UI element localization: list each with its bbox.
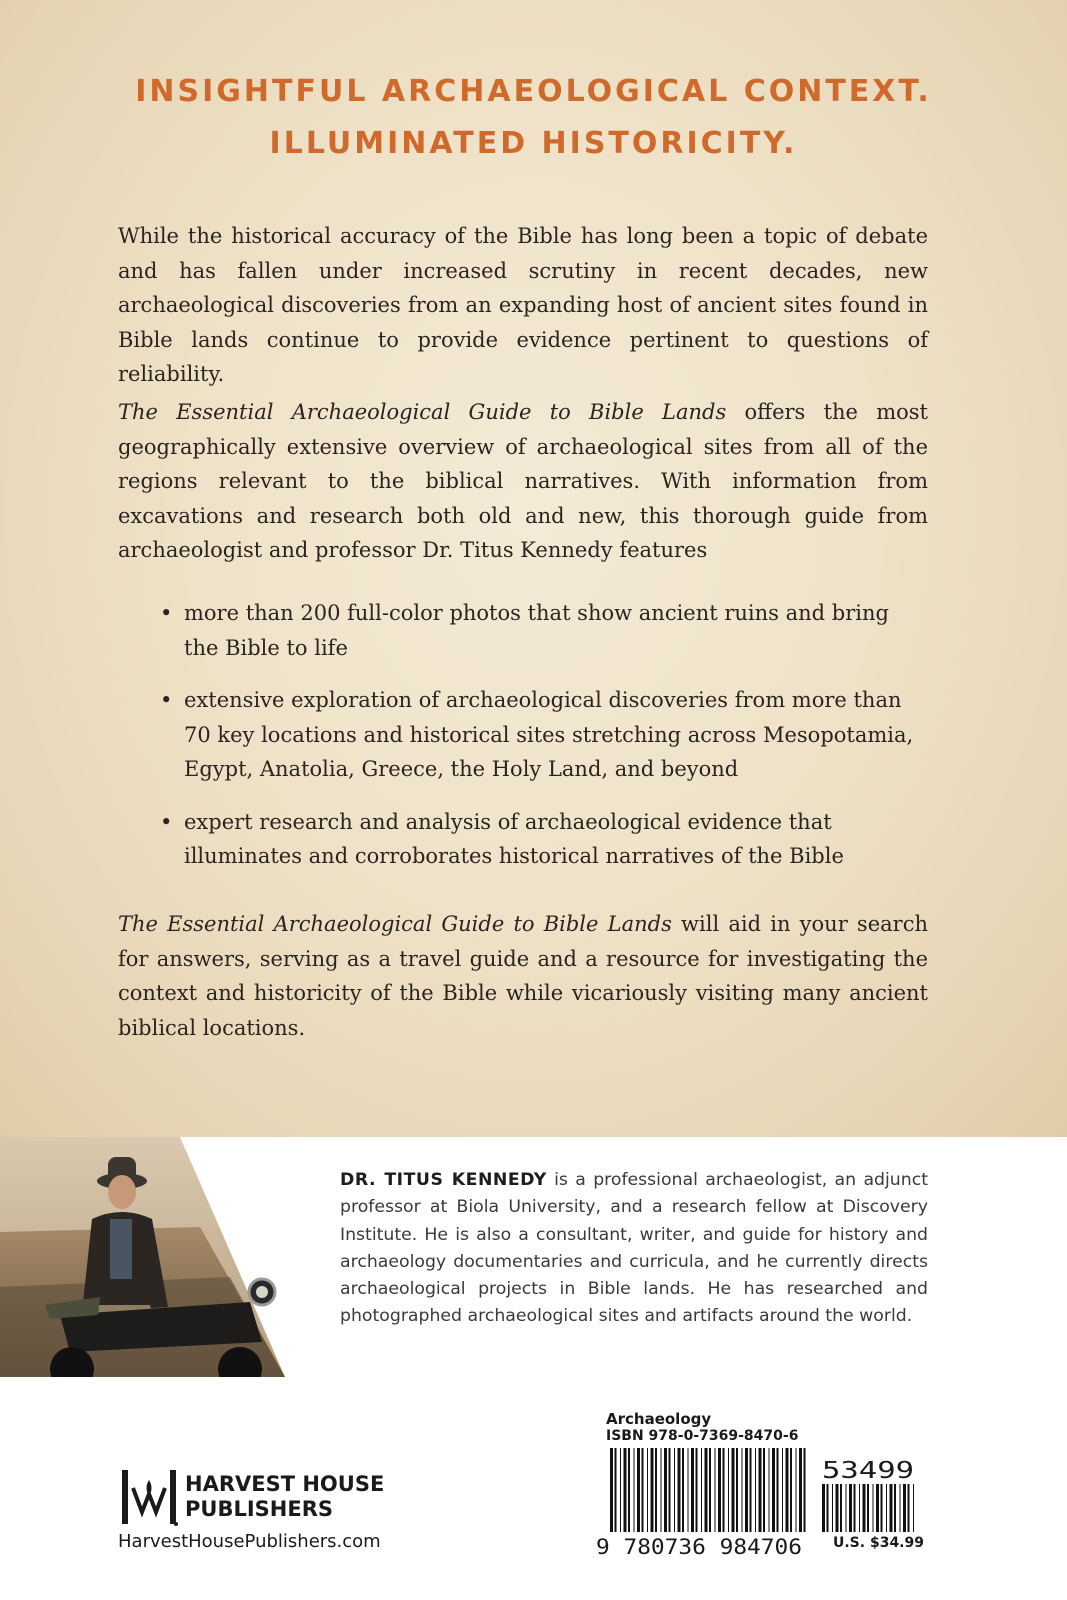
category-label: Archaeology xyxy=(606,1410,712,1428)
list-item xyxy=(160,596,930,665)
price-label: U.S. $34.99 xyxy=(833,1535,924,1551)
barcode-bar xyxy=(836,1484,839,1532)
publisher-name-line-2: PUBLISHERS xyxy=(185,1497,333,1521)
barcode-bar xyxy=(796,1448,797,1532)
publisher-name xyxy=(185,1472,384,1522)
barcode-bar xyxy=(867,1484,869,1532)
barcode-bar xyxy=(674,1448,675,1532)
author-name: DR. TITUS KENNEDY xyxy=(340,1170,547,1190)
barcode-bar xyxy=(664,1448,667,1532)
barcode-bar xyxy=(832,1484,833,1532)
barcode-bar xyxy=(610,1448,613,1532)
barcode-bar xyxy=(688,1448,689,1532)
barcode-bar xyxy=(661,1448,662,1532)
publisher-url: HarvestHousePublishers.com xyxy=(118,1531,381,1552)
list-item-text: expert research and analysis of archaeological evidence that illuminates and corroborates historical narratives of the Bible xyxy=(184,809,844,868)
barcode-bar xyxy=(827,1484,829,1532)
barcode-bar xyxy=(723,1448,725,1532)
price-barcode-bars xyxy=(822,1484,914,1532)
barcode-bar xyxy=(750,1448,752,1532)
book-title: The Essential Archaeological Guide to Bible Lands xyxy=(118,912,672,936)
main-barcode-bars xyxy=(610,1448,806,1532)
overview-paragraph xyxy=(118,395,928,568)
barcode-bar xyxy=(849,1484,852,1532)
barcode-bar xyxy=(755,1448,756,1532)
barcode-bar xyxy=(786,1448,789,1532)
list-item-text: more than 200 full-color photos that show ancient ruins and bring the Bible to life xyxy=(184,601,889,660)
intro-paragraph: While the historical accuracy of the Bible has long been a topic of debate and has fallen under increased scrutiny in recent decades, new archaeological discoveries from an expanding host of ancient sites found in Bible lands continue to provide evidence pertinent to questions of reliability. xyxy=(118,224,928,386)
publisher-name-line-1: HARVEST HOUSE xyxy=(185,1472,385,1496)
isbn-label: ISBN 978-0-7369-8470-6 xyxy=(606,1428,799,1444)
barcode-bar xyxy=(894,1484,896,1532)
barcode-digits: 9 780736 984706 xyxy=(596,1535,802,1558)
barcode-bar xyxy=(859,1484,860,1532)
barcode-bar xyxy=(620,1448,621,1532)
barcode-bar xyxy=(669,1448,671,1532)
author-bio-text: is a professional archaeologist, an adjunct professor at Biola University, and a research fellow at Discovery Institute. He is also a consultant, writer, and guide for history and archaeology documentaries and curricula, and he currently directs archaeological projects in Bible lands. He has researched and photographed archaeological sites and artifacts around the world. xyxy=(340,1170,928,1327)
barcode-bar xyxy=(624,1448,627,1532)
closing-paragraph xyxy=(118,907,928,1045)
barcode-bar xyxy=(782,1448,783,1532)
barcode-bar xyxy=(634,1448,635,1532)
barcode-bar xyxy=(728,1448,729,1532)
list-item xyxy=(160,805,930,874)
barcode-bar xyxy=(651,1448,654,1532)
barcode-bar xyxy=(863,1484,866,1532)
author-bio xyxy=(340,1167,928,1331)
barcode-bar xyxy=(696,1448,698,1532)
barcode-bar xyxy=(876,1484,879,1532)
barcode-bar xyxy=(890,1484,893,1532)
barcode-bar xyxy=(873,1484,874,1532)
book-title: The Essential Archaeological Guide to Bible Lands xyxy=(118,400,727,424)
author-photo xyxy=(0,1137,285,1377)
barcode-bar xyxy=(628,1448,630,1532)
barcode-bar xyxy=(642,1448,644,1532)
barcode-bar xyxy=(709,1448,711,1532)
barcode-bar xyxy=(718,1448,721,1532)
barcode-bar xyxy=(840,1484,842,1532)
bullet-icon: • xyxy=(160,688,173,712)
barcode-bar xyxy=(745,1448,748,1532)
barcode-bar xyxy=(678,1448,681,1532)
list-item-text: extensive exploration of archaeological discoveries from more than 70 key locations and historical sites stretching across Mesopotamia, Egypt, Anatolia, Greece, the Holy Land, and beyond xyxy=(184,688,914,781)
price-code: 53499 xyxy=(822,1458,914,1484)
barcode-bar xyxy=(854,1484,856,1532)
barcode-bar xyxy=(715,1448,716,1532)
barcode-bar xyxy=(799,1448,802,1532)
barcode-bar xyxy=(763,1448,765,1532)
barcode-bar xyxy=(822,1484,825,1532)
barcode-bar xyxy=(655,1448,657,1532)
barcode-bar xyxy=(913,1484,914,1532)
headline-line-1: INSIGHTFUL ARCHAEOLOGICAL CONTEXT. xyxy=(135,74,932,109)
barcode-bar xyxy=(804,1448,806,1532)
barcode-bar xyxy=(742,1448,743,1532)
barcode-bar xyxy=(769,1448,770,1532)
barcode-bar xyxy=(705,1448,708,1532)
barcode-bar xyxy=(682,1448,684,1532)
harvest-house-logo-icon xyxy=(120,1468,180,1526)
bullet-icon: • xyxy=(160,601,173,625)
bullet-icon: • xyxy=(160,809,173,834)
barcode-bar xyxy=(908,1484,910,1532)
barcode-bar xyxy=(637,1448,640,1532)
feature-list xyxy=(160,596,930,874)
closing-text: will aid in your search for answers, serving as a travel guide and a resource for investigating the context and historicity of the Bible while vicariously visiting many ancient biblical locations. xyxy=(118,912,928,1040)
barcode-bar xyxy=(691,1448,694,1532)
barcode-bar xyxy=(759,1448,762,1532)
barcode-bar xyxy=(777,1448,779,1532)
barcode-bar xyxy=(881,1484,883,1532)
barcode-bar xyxy=(846,1484,847,1532)
overview-text: offers the most geographically extensive overview of archaeological sites from all of the regions relevant to the biblical narratives. With information from excavations and research both old and new, this thorough guide from archaeologist and professor Dr. Titus Kennedy features xyxy=(118,400,928,562)
barcode-bar xyxy=(736,1448,738,1532)
barcode-bar xyxy=(790,1448,792,1532)
barcode-bar xyxy=(886,1484,887,1532)
list-item xyxy=(160,683,930,787)
barcode-bar xyxy=(900,1484,901,1532)
barcode-bar xyxy=(772,1448,775,1532)
barcode-bar xyxy=(701,1448,702,1532)
barcode-bar xyxy=(903,1484,906,1532)
headline-line-2: ILLUMINATED HISTORICITY. xyxy=(269,126,798,161)
barcode-bar xyxy=(647,1448,648,1532)
barcode-bar xyxy=(615,1448,617,1532)
barcode-bar xyxy=(732,1448,735,1532)
